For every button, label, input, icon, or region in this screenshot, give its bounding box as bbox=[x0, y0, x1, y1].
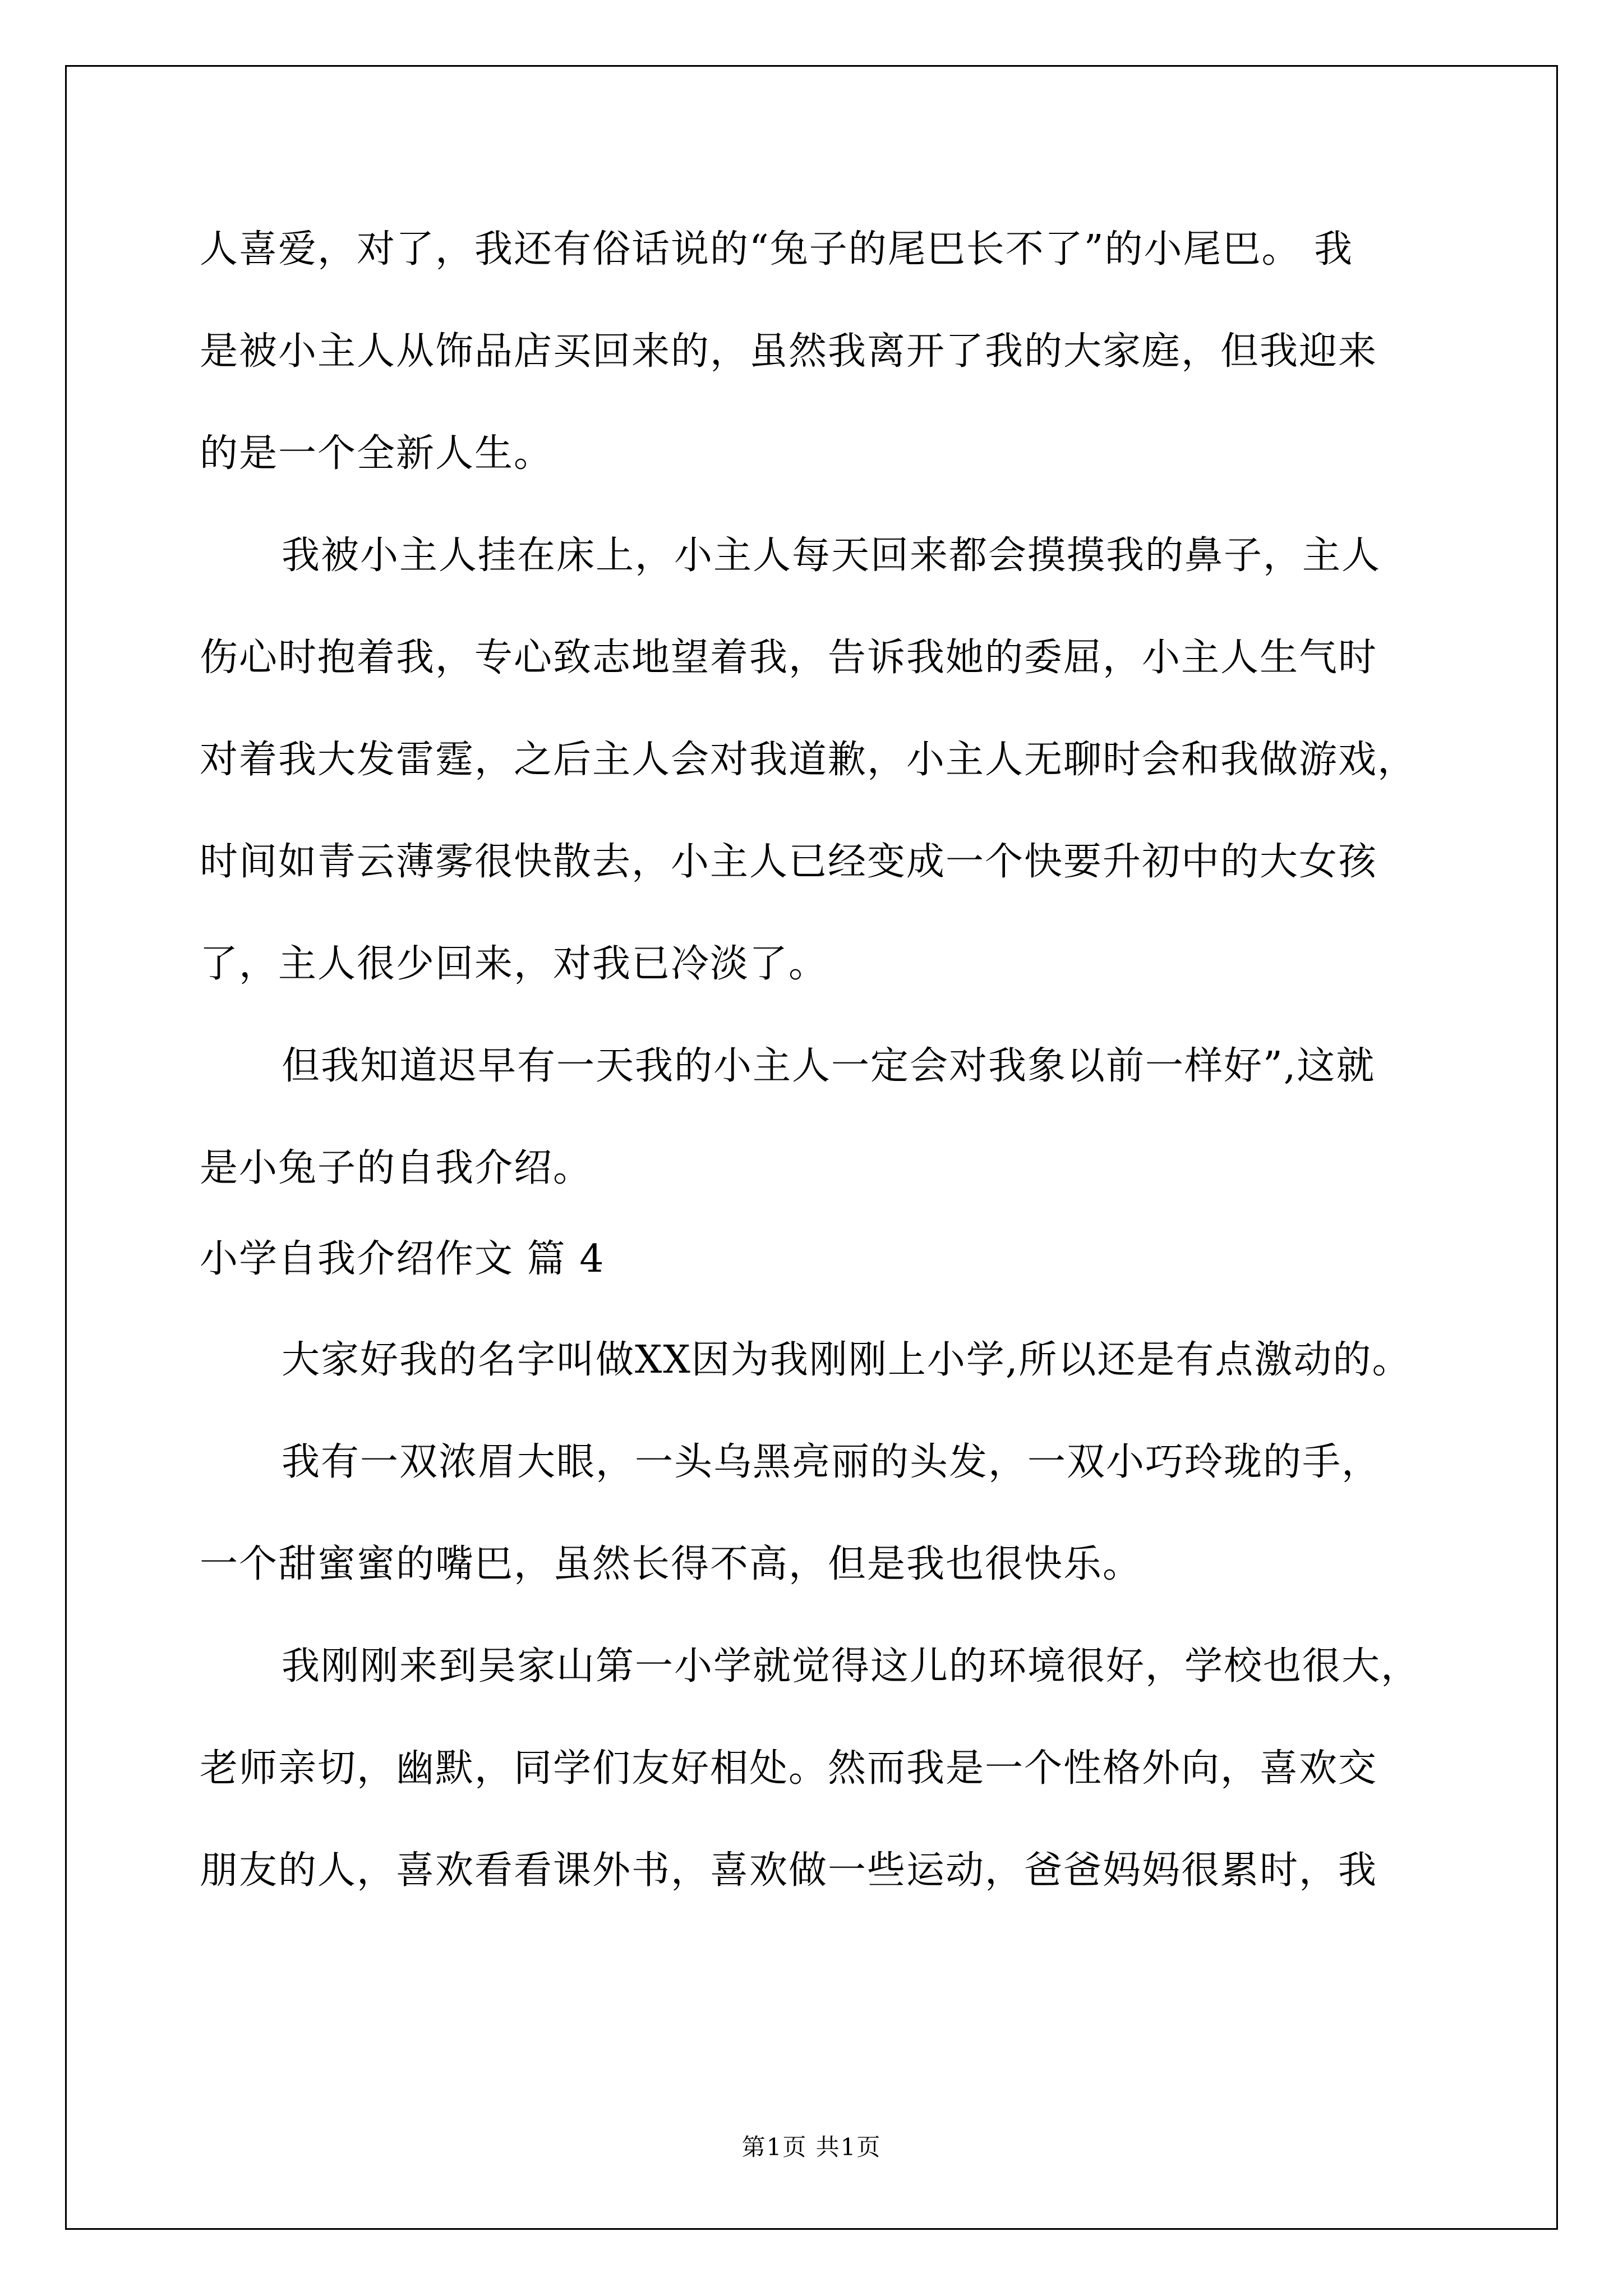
text-line: 但我知道迟早有一天我的小主人一定会对我象以前一样好”,这就 bbox=[282, 1044, 1376, 1088]
text-line: 朋友的人，喜欢看看课外书，喜欢做一些运动，爸爸妈妈很累时，我 bbox=[200, 1848, 1378, 1893]
text-line: 时间如青云薄雾很快散去，小主人已经变成一个快要升初中的大女孩 bbox=[200, 840, 1378, 884]
text-line: 人喜爱，对了，我还有俗话说的“兔子的尾巴长不了”的小尾巴。 我 bbox=[200, 227, 1354, 272]
text-line: 我刚刚来到吴家山第一小学就觉得这儿的环境很好，学校也很大， bbox=[282, 1644, 1421, 1688]
text-line: 一个甜蜜蜜的嘴巴，虽然长得不高，但是我也很快乐。 bbox=[200, 1542, 1142, 1586]
text-line: 我被小主人挂在床上，小主人每天回来都会摸摸我的鼻子，主人 bbox=[282, 533, 1381, 578]
text-line: 老师亲切，幽默，同学们友好相处。然而我是一个性格外向，喜欢交 bbox=[200, 1746, 1378, 1791]
text-line: 了，主人很少回来，对我已冷淡了。 bbox=[200, 942, 828, 986]
text-line: 的是一个全新人生。 bbox=[200, 431, 554, 476]
text-line: 大家好我的名字叫做XX因为我刚刚上小学,所以还是有点激动的。 bbox=[282, 1338, 1412, 1382]
text-line: 伤心时抱着我，专心致志地望着我，告诉我她的委屈，小主人生气时 bbox=[200, 636, 1378, 680]
text-line: 我有一双浓眉大眼，一头乌黑亮丽的头发，一双小巧玲珑的手， bbox=[282, 1440, 1381, 1484]
page-footer: 第1页 共1页 bbox=[741, 2133, 882, 2161]
text-line: 是小兔子的自我介绍。 bbox=[200, 1146, 593, 1190]
text-line: 是被小主人从饰品店买回来的，虽然我离开了我的大家庭，但我迎来 bbox=[200, 329, 1378, 374]
section-heading: 小学自我介绍作文 篇 4 bbox=[200, 1237, 605, 1281]
text-line: 对着我大发雷霆，之后主人会对我道歉，小主人无聊时会和我做游戏， bbox=[200, 738, 1417, 782]
